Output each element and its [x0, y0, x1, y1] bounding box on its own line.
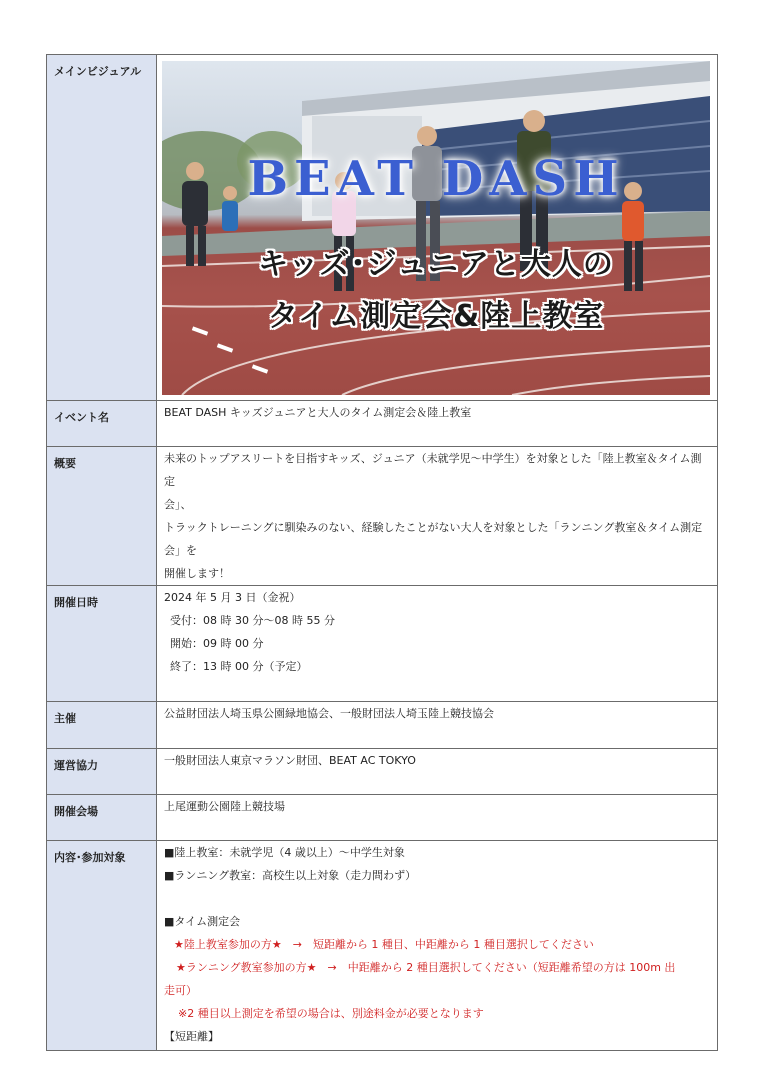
cooperation-value: 一般財団法人東京マラソン財団、BEAT AC TOKYO: [157, 749, 718, 795]
venue-label: 開催会場: [47, 795, 157, 841]
reception-time: 受付：08 時 30 分～08 時 55 分: [170, 614, 335, 627]
content-label: 内容･参加対象: [47, 841, 157, 1051]
overview-label: 概要: [47, 447, 157, 586]
overview-line-2: 会」、: [164, 498, 192, 511]
content-value: [157, 841, 718, 1051]
date-value: [157, 586, 718, 702]
overview-value: [157, 447, 718, 586]
content-spacer: [164, 887, 711, 910]
content-line-running: ■ランニング教室：高校生以上対象（走力問わず）: [164, 869, 417, 882]
overview-line-3: トラックトレーニングに馴染みのない、経験したことがない大人を対象とした「ランニング教室＆タイム測定会」を: [164, 521, 703, 557]
content-note-fee: ※2 種目以上測定を希望の場合は、別途料金が必要となります: [178, 1007, 484, 1020]
main-visual-image: [162, 61, 710, 395]
content-note-running-cont: 走可）: [164, 984, 197, 997]
event-name-value: [157, 401, 718, 447]
visual-subtitle-line1: キッズ･ジュニアと大人の: [258, 247, 614, 282]
event-name-text: BEAT DASH キッズジュニアと大人のタイム測定会＆陸上教室: [164, 406, 472, 419]
main-visual-cell: [157, 55, 718, 401]
organizer-label: 主催: [47, 702, 157, 749]
event-info-table: [46, 54, 718, 1051]
content-line-classroom: ■陸上教室：未就学児（4 歳以上）～中学生対象: [164, 846, 405, 859]
main-visual-label: メインビジュアル: [47, 55, 157, 401]
content-note-classroom: ★陸上教室参加の方★ → 短距離から 1 種目、中距離から 1 種目選択してください: [174, 938, 594, 951]
end-time: 終了：13 時 00 分（予定）: [170, 660, 308, 673]
content-note-running: ★ランニング教室参加の方★ → 中距離から 2 種目選択してください（短距離希望の方は 100m 出: [176, 961, 676, 974]
date-line: 2024 年 5 月 3 日（金祝）: [164, 591, 301, 604]
date-label: 開催日時: [47, 586, 157, 702]
start-time: 開始：09 時 00 分: [170, 637, 264, 650]
venue-value: 上尾運動公園陸上競技場: [157, 795, 718, 841]
visual-title: BEAT DASH: [247, 151, 625, 207]
visual-subtitle-line2: タイム測定会&陸上教室: [267, 299, 605, 334]
content-line-short-distance: 【短距離】: [164, 1030, 219, 1043]
overview-line-1: 未来のトップアスリートを目指すキッズ、ジュニア（未就学児～中学生）を対象とした「陸上教室＆タイム測定: [164, 452, 702, 488]
event-name-label: イベント名: [47, 401, 157, 447]
organizer-value: 公益財団法人埼玉県公園緑地協会、一般財団法人埼玉陸上競技協会: [157, 702, 718, 749]
cooperation-label: 運営協力: [47, 749, 157, 795]
overview-line-4: 開催します！: [164, 567, 230, 580]
stadium-illustration: [162, 61, 710, 395]
content-line-time-trial: ■タイム測定会: [164, 915, 241, 928]
